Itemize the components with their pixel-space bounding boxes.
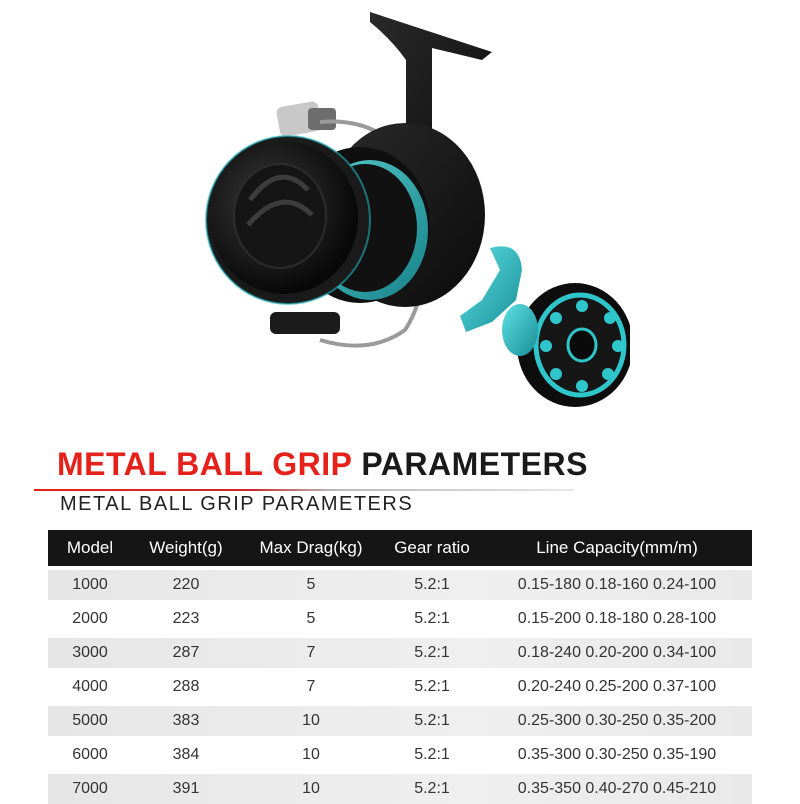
cell-model: 5000 (72, 712, 108, 729)
cell-gear-ratio: 5.2:1 (414, 610, 450, 627)
table-row (48, 740, 752, 770)
table-row (48, 604, 752, 634)
header-gear-ratio: Gear ratio (394, 538, 470, 557)
cell-gear-ratio: 5.2:1 (414, 576, 450, 593)
cell-model: 7000 (72, 780, 108, 797)
table-row (48, 706, 752, 736)
cell-max-drag: 7 (306, 678, 316, 695)
cell-max-drag: 10 (302, 780, 320, 797)
cell-line-capacity: 0.20-240 0.25-200 0.37-100 (517, 678, 717, 695)
header-weight: Weight(g) (149, 538, 223, 557)
table-row (48, 672, 752, 702)
table-header (48, 530, 752, 566)
cell-weight: 223 (172, 610, 200, 627)
table-row (48, 638, 752, 668)
header-model: Model (66, 538, 114, 557)
cell-gear-ratio: 5.2:1 (414, 678, 450, 695)
cell-max-drag: 10 (302, 746, 320, 763)
cell-weight: 287 (172, 644, 200, 661)
cell-line-capacity: 0.15-200 0.18-180 0.28-100 (517, 610, 717, 627)
cell-gear-ratio: 5.2:1 (414, 746, 450, 763)
cell-max-drag: 5 (306, 576, 316, 593)
cell-model: 1000 (72, 576, 108, 593)
cell-gear-ratio: 5.2:1 (414, 712, 450, 729)
title-rest: PARAMETERS (361, 446, 588, 482)
title-divider (34, 489, 574, 491)
parameters-title (57, 446, 588, 483)
cell-model: 6000 (72, 746, 108, 763)
title-highlight: METAL BALL GRIP (57, 446, 352, 482)
cell-line-capacity: 0.15-180 0.18-160 0.24-100 (517, 576, 717, 593)
cell-line-capacity: 0.18-240 0.20-200 0.34-100 (517, 644, 717, 661)
table-row (48, 570, 752, 600)
cell-max-drag: 7 (306, 644, 316, 661)
cell-weight: 391 (172, 780, 200, 797)
cell-weight: 220 (172, 576, 200, 593)
cell-weight: 383 (172, 712, 200, 729)
cell-max-drag: 5 (306, 610, 316, 627)
cell-gear-ratio: 5.2:1 (414, 644, 450, 661)
cell-line-capacity: 0.25-300 0.30-250 0.35-200 (517, 712, 717, 729)
cell-line-capacity: 0.35-300 0.30-250 0.35-190 (517, 746, 717, 763)
cell-line-capacity: 0.35-350 0.40-270 0.45-210 (517, 780, 717, 797)
cell-weight: 384 (172, 746, 200, 763)
parameters-subtitle: METAL BALL GRIP PARAMETERS (60, 493, 414, 515)
fishing-reel-image (170, 0, 630, 420)
cell-model: 3000 (72, 644, 108, 661)
cell-weight: 288 (172, 678, 200, 695)
cell-max-drag: 10 (302, 712, 320, 729)
cell-gear-ratio: 5.2:1 (414, 780, 450, 797)
parameters-table (48, 530, 752, 804)
header-max-drag: Max Drag(kg) (259, 538, 363, 557)
cell-model: 2000 (72, 610, 108, 627)
cell-model: 4000 (72, 678, 108, 695)
header-line-capacity: Line Capacity(mm/m) (536, 538, 698, 557)
